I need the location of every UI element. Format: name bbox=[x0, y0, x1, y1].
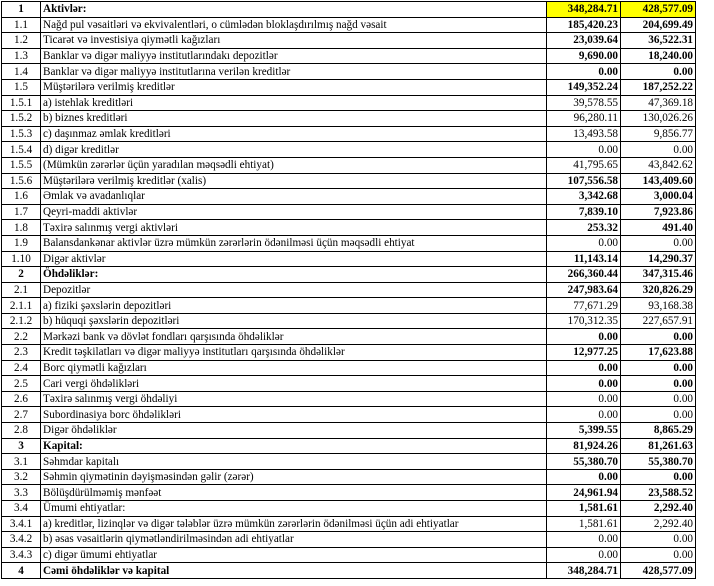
row-number: 3.4.1 bbox=[2, 516, 41, 532]
row-number: 2.4 bbox=[2, 360, 41, 376]
row-label: Aktivlər: bbox=[41, 2, 547, 18]
row-label: Bölüşdürülməmiş mənfəət bbox=[41, 485, 547, 501]
table-row bbox=[2, 173, 696, 189]
row-number: 1.7 bbox=[2, 204, 41, 220]
row-number: 3 bbox=[2, 438, 41, 454]
value-period-1: 266,360.44 bbox=[547, 267, 621, 283]
table-row bbox=[2, 79, 696, 95]
balance-sheet-rows bbox=[2, 2, 696, 579]
row-number: 3.3 bbox=[2, 485, 41, 501]
row-number: 1.5.4 bbox=[2, 142, 41, 158]
value-period-1: 0.00 bbox=[547, 469, 621, 485]
row-label: a) istehlak kreditləri bbox=[41, 95, 547, 111]
value-period-1: 9,690.00 bbox=[547, 48, 621, 64]
value-period-1: 3,342.68 bbox=[547, 189, 621, 205]
table-row bbox=[2, 391, 696, 407]
value-period-2: 93,168.38 bbox=[621, 298, 696, 314]
row-label: Digər öhdəliklər bbox=[41, 423, 547, 439]
row-number: 3.4.2 bbox=[2, 532, 41, 548]
table-row bbox=[2, 189, 696, 205]
value-period-2: 0.00 bbox=[621, 469, 696, 485]
row-number: 2.5 bbox=[2, 376, 41, 392]
row-label: Cari vergi öhdəlikləri bbox=[41, 376, 547, 392]
row-number: 2.6 bbox=[2, 391, 41, 407]
table-row bbox=[2, 126, 696, 142]
table-row bbox=[2, 313, 696, 329]
table-row bbox=[2, 423, 696, 439]
value-period-2: 43,842.62 bbox=[621, 157, 696, 173]
row-label: Kredit təşkilatları və digər maliyyə institutları qarşısında öhdəliklər bbox=[41, 345, 547, 361]
row-label: a) kreditlər, lizinqlər və digər tələblər üzrə mümkün zərərlərin ödənilməsi üçün adi ehtiyatlar bbox=[41, 516, 547, 532]
table-row bbox=[2, 33, 696, 49]
row-label: Banklar və digər maliyyə institutlarındakı depozitlər bbox=[41, 48, 547, 64]
value-period-2: 0.00 bbox=[621, 547, 696, 563]
row-number: 3.2 bbox=[2, 469, 41, 485]
row-label: Digər aktivlər bbox=[41, 251, 547, 267]
table-row bbox=[2, 235, 696, 251]
value-period-2: 2,292.40 bbox=[621, 501, 696, 517]
value-period-2: 23,588.52 bbox=[621, 485, 696, 501]
table-row bbox=[2, 516, 696, 532]
table-row bbox=[2, 501, 696, 517]
value-period-2: 0.00 bbox=[621, 532, 696, 548]
value-period-2: 18,240.00 bbox=[621, 48, 696, 64]
table-row bbox=[2, 438, 696, 454]
value-period-2: 2,292.40 bbox=[621, 516, 696, 532]
balance-sheet-table bbox=[1, 1, 696, 579]
table-row bbox=[2, 220, 696, 236]
row-number: 1.5.6 bbox=[2, 173, 41, 189]
value-period-1: 348,284.71 bbox=[547, 563, 621, 579]
row-label: Ümumi ehtiyatlar: bbox=[41, 501, 547, 517]
value-period-1: 96,280.11 bbox=[547, 111, 621, 127]
value-period-1: 0.00 bbox=[547, 376, 621, 392]
row-number: 2 bbox=[2, 267, 41, 283]
row-label: Borc qiymətli kağızları bbox=[41, 360, 547, 376]
value-period-2: 428,577.09 bbox=[621, 2, 696, 18]
table-row bbox=[2, 298, 696, 314]
value-period-1: 0.00 bbox=[547, 142, 621, 158]
row-label: (Mümkün zərərlər üçün yaradılan məqsədli ehtiyat) bbox=[41, 157, 547, 173]
value-period-1: 7,839.10 bbox=[547, 204, 621, 220]
table-row bbox=[2, 345, 696, 361]
row-label: Təxirə salınmış vergi öhdəliyi bbox=[41, 391, 547, 407]
value-period-2: 81,261.63 bbox=[621, 438, 696, 454]
value-period-2: 347,315.46 bbox=[621, 267, 696, 283]
row-label: Səhmin qiymətinin dəyişməsindən gəlir (zərər) bbox=[41, 469, 547, 485]
row-number: 1.5.3 bbox=[2, 126, 41, 142]
row-label: b) hüquqi şəxslərin depozitləri bbox=[41, 313, 547, 329]
value-period-2: 47,369.18 bbox=[621, 95, 696, 111]
value-period-1: 11,143.14 bbox=[547, 251, 621, 267]
value-period-1: 348,284.71 bbox=[547, 2, 621, 18]
value-period-1: 55,380.70 bbox=[547, 454, 621, 470]
value-period-1: 0.00 bbox=[547, 329, 621, 345]
row-label: Mərkəzi bank və dövlət fondları qarşısında öhdəliklər bbox=[41, 329, 547, 345]
value-period-2: 3,000.04 bbox=[621, 189, 696, 205]
row-number: 1.5 bbox=[2, 79, 41, 95]
value-period-1: 0.00 bbox=[547, 407, 621, 423]
row-number: 2.2 bbox=[2, 329, 41, 345]
row-label: Qeyri-maddi aktivlər bbox=[41, 204, 547, 220]
row-label: b) biznes kreditləri bbox=[41, 111, 547, 127]
value-period-1: 0.00 bbox=[547, 391, 621, 407]
value-period-2: 0.00 bbox=[621, 391, 696, 407]
table-row bbox=[2, 282, 696, 298]
value-period-2: 227,657.91 bbox=[621, 313, 696, 329]
value-period-2: 187,252.22 bbox=[621, 79, 696, 95]
row-label: Depozitlər bbox=[41, 282, 547, 298]
row-number: 2.7 bbox=[2, 407, 41, 423]
row-number: 1.2 bbox=[2, 33, 41, 49]
row-number: 3.4 bbox=[2, 501, 41, 517]
value-period-2: 428,577.09 bbox=[621, 563, 696, 579]
row-number: 1 bbox=[2, 2, 41, 18]
table-row bbox=[2, 142, 696, 158]
row-label: Səhmdar kapitalı bbox=[41, 454, 547, 470]
value-period-2: 0.00 bbox=[621, 407, 696, 423]
value-period-1: 1,581.61 bbox=[547, 501, 621, 517]
row-number: 1.9 bbox=[2, 235, 41, 251]
row-number: 2.8 bbox=[2, 423, 41, 439]
table-row bbox=[2, 157, 696, 173]
value-period-2: 0.00 bbox=[621, 64, 696, 80]
row-number: 1.10 bbox=[2, 251, 41, 267]
value-period-1: 23,039.64 bbox=[547, 33, 621, 49]
value-period-2: 204,699.49 bbox=[621, 17, 696, 33]
row-label: Əmlak və avadanlıqlar bbox=[41, 189, 547, 205]
value-period-1: 247,983.64 bbox=[547, 282, 621, 298]
row-number: 2.3 bbox=[2, 345, 41, 361]
row-number: 1.5.1 bbox=[2, 95, 41, 111]
table-row bbox=[2, 2, 696, 18]
row-label: Subordinasiya borc öhdəlikləri bbox=[41, 407, 547, 423]
value-period-2: 320,826.29 bbox=[621, 282, 696, 298]
value-period-1: 0.00 bbox=[547, 547, 621, 563]
value-period-2: 0.00 bbox=[621, 235, 696, 251]
table-row bbox=[2, 329, 696, 345]
value-period-1: 149,352.24 bbox=[547, 79, 621, 95]
value-period-1: 253.32 bbox=[547, 220, 621, 236]
value-period-1: 39,578.55 bbox=[547, 95, 621, 111]
value-period-2: 7,923.86 bbox=[621, 204, 696, 220]
value-period-1: 170,312.35 bbox=[547, 313, 621, 329]
row-number: 2.1.2 bbox=[2, 313, 41, 329]
row-label: Müştərilərə verilmiş kreditlər bbox=[41, 79, 547, 95]
row-label: Nağd pul vəsaitləri və ekvivalentləri, o cümlədən bloklaşdırılmış nağd vəsait bbox=[41, 17, 547, 33]
value-period-2: 8,865.29 bbox=[621, 423, 696, 439]
table-row bbox=[2, 360, 696, 376]
row-number: 3.4.3 bbox=[2, 547, 41, 563]
value-period-1: 185,420.23 bbox=[547, 17, 621, 33]
row-number: 1.4 bbox=[2, 64, 41, 80]
value-period-2: 0.00 bbox=[621, 142, 696, 158]
table-row bbox=[2, 64, 696, 80]
value-period-1: 1,581.61 bbox=[547, 516, 621, 532]
table-row bbox=[2, 563, 696, 579]
row-label: c) daşınmaz əmlak kreditləri bbox=[41, 126, 547, 142]
row-label: Kapital: bbox=[41, 438, 547, 454]
value-period-1: 24,961.94 bbox=[547, 485, 621, 501]
table-row bbox=[2, 407, 696, 423]
row-label: Banklar və digər maliyyə institutlarına verilən kreditlər bbox=[41, 64, 547, 80]
value-period-2: 36,522.31 bbox=[621, 33, 696, 49]
table-row bbox=[2, 251, 696, 267]
value-period-2: 143,409.60 bbox=[621, 173, 696, 189]
row-number: 2.1 bbox=[2, 282, 41, 298]
table-row bbox=[2, 469, 696, 485]
row-number: 1.5.2 bbox=[2, 111, 41, 127]
row-number: 1.1 bbox=[2, 17, 41, 33]
value-period-2: 0.00 bbox=[621, 376, 696, 392]
row-number: 1.8 bbox=[2, 220, 41, 236]
row-number: 1.6 bbox=[2, 189, 41, 205]
value-period-2: 9,856.77 bbox=[621, 126, 696, 142]
row-label: Təxirə salınmış vergi aktivləri bbox=[41, 220, 547, 236]
value-period-1: 0.00 bbox=[547, 235, 621, 251]
value-period-2: 17,623.88 bbox=[621, 345, 696, 361]
table-row bbox=[2, 267, 696, 283]
value-period-2: 491.40 bbox=[621, 220, 696, 236]
value-period-1: 0.00 bbox=[547, 64, 621, 80]
table-row bbox=[2, 17, 696, 33]
row-label: Cəmi öhdəliklər və kapital bbox=[41, 563, 547, 579]
table-row bbox=[2, 111, 696, 127]
row-label: d) digər kreditlər bbox=[41, 142, 547, 158]
value-period-2: 0.00 bbox=[621, 360, 696, 376]
value-period-1: 107,556.58 bbox=[547, 173, 621, 189]
row-label: Müştərilərə verilmiş kreditlər (xalis) bbox=[41, 173, 547, 189]
value-period-2: 130,026.26 bbox=[621, 111, 696, 127]
row-label: a) fiziki şəxslərin depozitləri bbox=[41, 298, 547, 314]
table-row bbox=[2, 376, 696, 392]
value-period-1: 13,493.58 bbox=[547, 126, 621, 142]
table-row bbox=[2, 485, 696, 501]
value-period-2: 55,380.70 bbox=[621, 454, 696, 470]
row-number: 3.1 bbox=[2, 454, 41, 470]
value-period-1: 77,671.29 bbox=[547, 298, 621, 314]
value-period-2: 0.00 bbox=[621, 329, 696, 345]
row-label: c) digər ümumi ehtiyatlar bbox=[41, 547, 547, 563]
table-row bbox=[2, 204, 696, 220]
table-row bbox=[2, 48, 696, 64]
row-label: Balansdankənar aktivlər üzrə mümkün zərərlərin ödənilməsi üçün məqsədli ehtiyat bbox=[41, 235, 547, 251]
value-period-1: 41,795.65 bbox=[547, 157, 621, 173]
row-label: Öhdəliklər: bbox=[41, 267, 547, 283]
table-row bbox=[2, 95, 696, 111]
value-period-1: 81,924.26 bbox=[547, 438, 621, 454]
row-number: 1.5.5 bbox=[2, 157, 41, 173]
value-period-1: 0.00 bbox=[547, 360, 621, 376]
table-row bbox=[2, 532, 696, 548]
row-number: 1.3 bbox=[2, 48, 41, 64]
row-label: Ticarət və investisiya qiymətli kağızları bbox=[41, 33, 547, 49]
value-period-2: 14,290.37 bbox=[621, 251, 696, 267]
row-number: 4 bbox=[2, 563, 41, 579]
value-period-1: 12,977.25 bbox=[547, 345, 621, 361]
value-period-1: 0.00 bbox=[547, 532, 621, 548]
row-label: b) əsas vəsaitlərin qiymətləndirilməsindən adi ehtiyatlar bbox=[41, 532, 547, 548]
value-period-1: 5,399.55 bbox=[547, 423, 621, 439]
row-number: 2.1.1 bbox=[2, 298, 41, 314]
table-row bbox=[2, 454, 696, 470]
table-row bbox=[2, 547, 696, 563]
